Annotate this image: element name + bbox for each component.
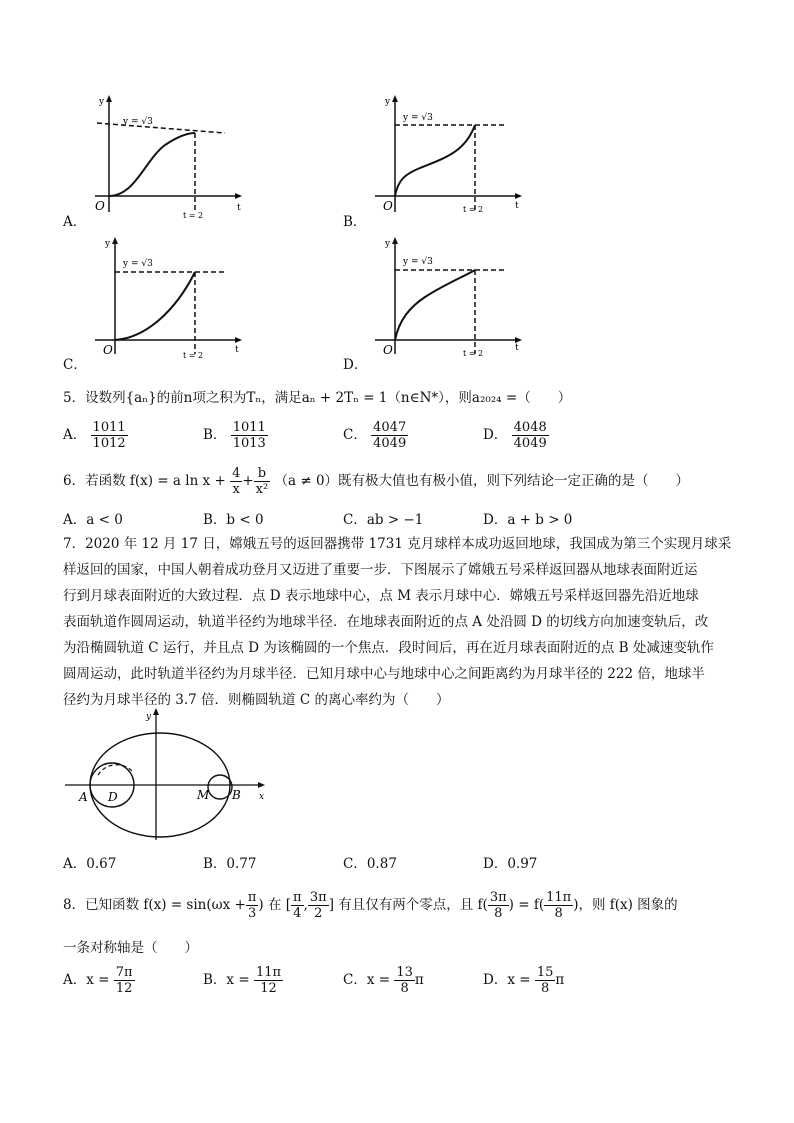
q7-label-a: A [79, 790, 88, 804]
q8-option-b[interactable]: B．x = $\frac{11\pi}{12}$ [203, 965, 282, 996]
q7-stem: 7．2020 年 12 月 17 日，嫦娥五号的返回器携带 1731 克月球样本成功返回地球，我国成为第三个实现月球采 样返回的国家，中国人朝着成功登月又迈进了重要一步．下图展示了嫦娥五号采样返回器从地球表面附近运 行到月球表面附近的大致过程．点 D 表示地球中心，点 M 表示月球中心．嫦娥五号采样返回器先沿近地球 表面轨道作圆周运动，轨道半径约为地球半径．在地球表面附近的点 A 处沿圆 D 的切线方向加速变轨后，改 为沿椭圆轨道 C 运行，并且点 D 为该椭圆的一个焦点．段时间后，再在近月球表面附近的点 B 处减速变轨作 圆周运动，此时轨道半径约为月球半径．已知月球中心与地球中心之间距离约为月球半径的 222 倍，地球半 径约为月球半径的 3.7 倍．则椭圆轨道 C 的离心率约为（ ） [63, 536, 732, 708]
q7-orbit-figure [60, 705, 275, 845]
graph-d-xaxis: t [515, 343, 519, 353]
graph-c-origin: O [103, 343, 113, 357]
q6-fraction-b-over-x2: $\frac{b}{\text{x²}}$ [255, 466, 269, 497]
q6-option-d[interactable]: D．a + b > 0 [483, 512, 573, 528]
graph-d [365, 232, 535, 372]
q8-frac-pi-4: $\frac{\pi}{4}$ [293, 890, 302, 921]
q7-label-b: B [232, 788, 241, 802]
graph-b-origin: O [383, 199, 393, 213]
graph-d-origin: O [383, 343, 393, 357]
q7-option-b[interactable]: B．0.77 [203, 856, 257, 872]
q8-option-d[interactable]: D．x = $\frac{15}{8}$ π [483, 965, 565, 996]
graph-c-xaxis: t [235, 345, 239, 355]
graph-d-xend: t = 2 [463, 349, 484, 358]
q5-option-c[interactable]: C． $\frac{4047}{4049}$ [343, 420, 407, 451]
graph-b-xend: t = 2 [463, 205, 484, 214]
q5-stem: 5．设数列{aₙ}的前n项之积为Tₙ，满足aₙ + 2Tₙ = 1（n∈N*），则a₂₀₂₄ =（ ） [63, 390, 572, 406]
graph-c-yaxis: y [105, 239, 111, 249]
graph-a-xend: t = 2 [183, 211, 204, 220]
graph-b-asym: y = √3 [403, 113, 433, 123]
q5-option-a-fraction: $\frac{1011}{1012}$ [92, 420, 126, 451]
q8-stem: 8．已知函数 f(x) = sin(ωx + $\frac{\pi}{3}$ ) 在 [ $\frac{\pi}{4}$ , $\frac{3\pi}{2}$ ] 有且仅有两个零点，且 f( $\frac{3\pi}{8}$ ) = f( $\frac{11\pi}{8}$ )，则 f(x) 图象的 [63, 890, 678, 921]
q8-frac-3pi-8: $\frac{3\pi}{8}$ [489, 890, 507, 921]
graph-c [85, 232, 255, 372]
q7-option-d[interactable]: D．0.97 [483, 856, 538, 872]
q6-fraction-4-over-x: $\frac{4}{x}$ [232, 466, 241, 497]
graph-c-asym: y = √3 [123, 259, 153, 269]
graph-b-label: B． [343, 214, 367, 230]
q7-label-x: x [259, 792, 265, 802]
graph-d-label: D． [343, 357, 368, 373]
q6-option-c[interactable]: C．ab > −1 [343, 512, 424, 528]
q5-option-a[interactable]: A． $\frac{1011}{1012}$ [63, 420, 126, 451]
graph-a-yaxis: y [99, 97, 105, 107]
graph-c-label: C． [63, 357, 87, 373]
q7-label-d: D [108, 790, 118, 804]
q6-stem: 6．若函数 f(x) = a ln x + $\frac{4}{x}$ + $\frac{b}{\text{x²}}$ （a ≠ 0）既有极大值也有极小值，则下列结论一定正确的是（ ） [63, 466, 690, 497]
graph-b-yaxis: y [385, 97, 391, 107]
q5-option-b[interactable]: B． $\frac{1011}{1013}$ [203, 420, 266, 451]
q8-option-a[interactable]: A．x = $\frac{7\pi}{12}$ [63, 965, 133, 996]
q8-option-c[interactable]: C．x = $\frac{13}{8}$ π [343, 965, 424, 996]
q8-frac-pi-3: $\frac{\pi}{3}$ [247, 890, 257, 921]
graph-a-asym: y = √3 [123, 117, 153, 127]
q7-label-y: y [146, 712, 152, 722]
q7-option-a[interactable]: A．0.67 [63, 856, 117, 872]
q5-option-d-fraction: $\frac{4048}{4049}$ [513, 420, 547, 451]
q5-option-c-fraction: $\frac{4047}{4049}$ [373, 420, 407, 451]
q8-stem-line2: 一条对称轴是（ ） [63, 940, 198, 956]
q7-option-c[interactable]: C．0.87 [343, 856, 397, 872]
q5-option-d[interactable]: D． $\frac{4048}{4049}$ [483, 420, 547, 451]
graph-d-asym: y = √3 [403, 257, 433, 267]
graph-a-origin: O [95, 199, 105, 213]
q6-option-a[interactable]: A．a < 0 [63, 512, 123, 528]
q5-option-b-fraction: $\frac{1011}{1013}$ [232, 420, 266, 451]
q8-frac-11pi-8: $\frac{11\pi}{8}$ [546, 890, 572, 921]
graph-c-xend: t = 2 [183, 351, 204, 360]
q6-option-b[interactable]: B．b < 0 [203, 512, 264, 528]
graph-b-xaxis: t [515, 201, 519, 211]
q8-frac-3pi-2: $\frac{3\pi}{2}$ [309, 890, 327, 921]
graph-d-yaxis: y [385, 239, 391, 249]
q7-label-m: M [197, 788, 210, 802]
graph-b [365, 90, 535, 230]
graph-a-label: A． [63, 214, 87, 230]
graph-a [85, 90, 255, 230]
graph-a-xaxis: t [237, 203, 241, 213]
